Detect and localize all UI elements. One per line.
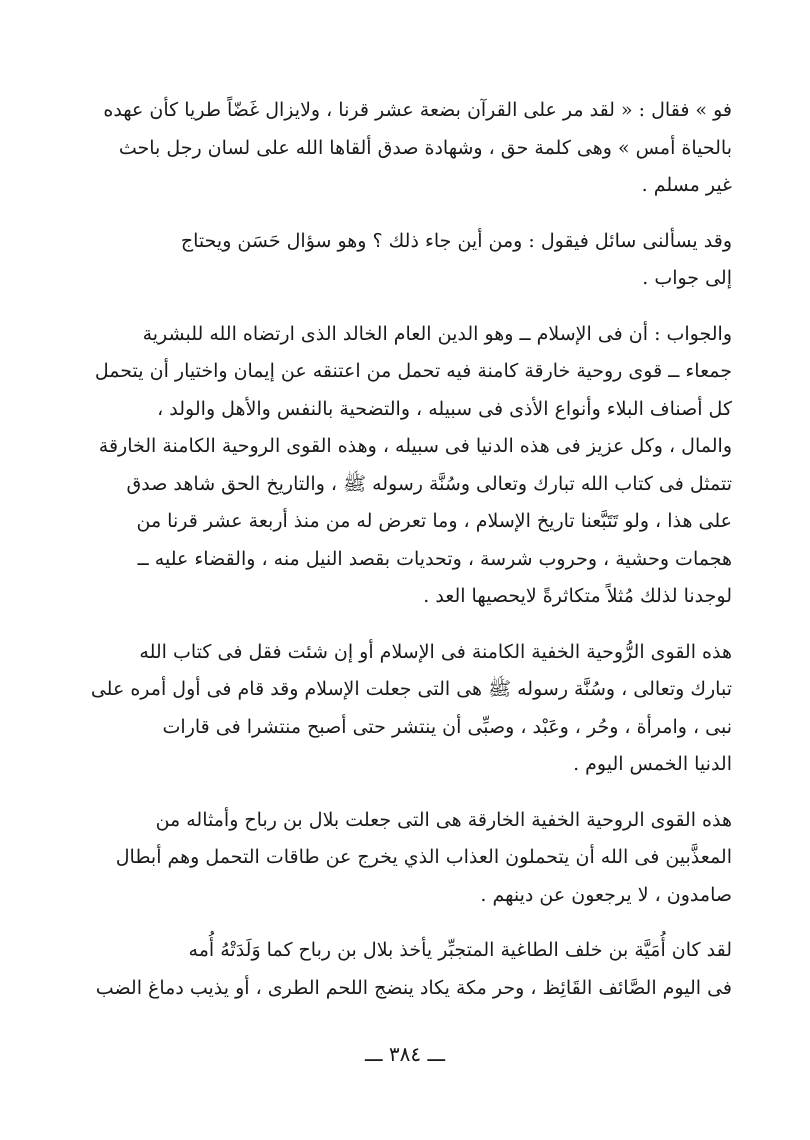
text-line: تتمثل فى كتاب الله تبارك وتعالى وسُنَّة رسوله ﷺ ، والتاريخ الحق شاهد صدق [126, 472, 732, 495]
paragraph-3 [72, 316, 732, 616]
text-line: تبارك وتعالى ، وسُنَّة رسوله ﷺ هى التى جعلت الإسلام وقد قام فى أول أمره على [90, 678, 732, 700]
paragraph-4 [72, 634, 732, 784]
paragraph-6 [72, 932, 732, 1007]
text-line: كل أصناف البلاء وأنواع الأذى فى سبيله ، والتضحية بالنفس والأهل والولد ، [157, 397, 732, 420]
text-line: على هذا ، ولو تَتَبَّعنا تاريخ الإسلام ، وما تعرض له من منذ أربعة عشر قرنا من [136, 510, 732, 532]
text-line: هذه القوى الرُّوحية الخفية الكامنة فى الإسلام أو إن شئت فقل فى كتاب الله [139, 640, 732, 663]
text-line: لقد كان أُمَيَّة بن خلف الطاغية المتجبِّر يأخذ بلال بن رباح كما وَلَدَتْهُ أُمه [188, 939, 732, 961]
text-line: جمعاء ــ قوى روحية خارقة كامنة فيه تحمل من اعتنقه عن إيمان واختيار أن يتحمل [94, 360, 732, 382]
text-line: إلى جواب . [642, 267, 732, 289]
text-line: صامدون ، لا يرجعون عن دينهم . [480, 883, 732, 906]
text-line: هجمات وحشية ، وحروب شرسة ، وتحديات بقصد النيل منه ، والقضاء عليه ــ [137, 547, 732, 570]
text-line: فى اليوم الصَّائف القَائِظ ، وحر مكة يكاد ينضج اللحم الطرى ، أو يذيب دماغ الضب [95, 976, 732, 999]
text-line: والجواب : أن فى الإسلام ــ وهو الدين العام الخالد الذى ارتضاه الله للبشرية [142, 322, 732, 345]
paragraph-2 [72, 223, 732, 298]
text-line: فو » فقال : « لقد مر على القرآن بضعة عشر قرنا ، ولايزال غَضّاً طريا كأن عهده [103, 99, 732, 121]
page-body [72, 92, 732, 1007]
text-line: هذه القوى الروحية الخفية الخارقة هى التى جعلت بلال بن رباح وأمثاله من [155, 808, 732, 831]
text-line: لوجدنا لذلك مُثلاً متكاثرةً لايحصيها العد . [423, 585, 732, 607]
paragraph-1 [72, 92, 732, 205]
text-line: الدنيا الخمس اليوم . [573, 753, 732, 775]
paragraph-5 [72, 802, 732, 915]
text-line: غير مسلم . [641, 174, 732, 196]
text-line: بالحياة أمس » وهى كلمة حق ، وشهادة صدق ألقاها الله على لسان رجل باحث [118, 136, 732, 159]
text-line: والمال ، وكل عزيز فى هذه الدنيا فى سبيله ، وهذه القوى الروحية الكامنة الخارقة [98, 435, 732, 457]
text-line: وقد يسألنى سائل فيقول : ومن أين جاء ذلك ؟ وهو سؤال حَسَن ويحتاج [180, 229, 732, 252]
text-line: المعذَّبين فى الله أن يتحملون العذاب الذي يخرج عن طاقات التحمل وهم أبطال [115, 846, 732, 868]
text-line: نبى ، وامرأة ، وحُر ، وعَبْد ، وصبِّى أن ينتشر حتى أصبح منتشرا فى قارات [162, 715, 732, 738]
page-number: ـــ ٣٨٤ ـــ [364, 1042, 446, 1066]
